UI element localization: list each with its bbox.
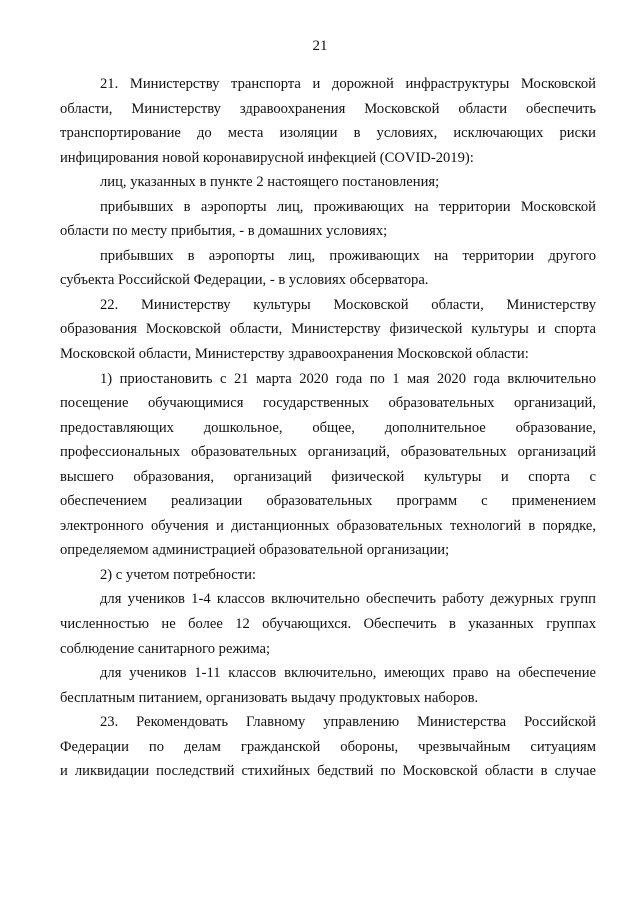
text-line: образования Московской области, Министерству физической культуры и спорта — [60, 321, 596, 338]
document-body — [60, 72, 596, 784]
text-line: Федерации по делам гражданской обороны, чрезвычайным ситуациям — [60, 738, 596, 755]
text-line: предоставляющих дошкольное, общее, дополнительное образование, — [60, 419, 596, 436]
text-line: инфицирования новой коронавирусной инфекцией (COVID-2019): — [60, 149, 474, 166]
text-line: 2) с учетом потребности: — [100, 566, 256, 583]
text-line: 22. Министерству культуры Московской области, Министерству — [100, 296, 596, 313]
text-line: 23. Рекомендовать Главному управлению Министерства Российской — [100, 714, 596, 731]
text-line: посещение обучающимися государственных образовательных организаций, — [60, 395, 596, 412]
text-line: обеспечением реализации образовательных программ с применением — [60, 493, 596, 510]
text-line: 1) приостановить с 21 марта 2020 года по 1 мая 2020 года включительно — [100, 370, 596, 387]
page-number: 21 — [312, 38, 328, 54]
text-line: для учеников 1-11 классов включительно, имеющих право на обеспечение — [100, 665, 596, 682]
text-line: лиц, указанных в пункте 2 настоящего постановления; — [100, 174, 440, 191]
text-line: определяемом администрацией образовательной организации; — [60, 542, 450, 559]
text-line: численностью не более 12 обучающихся. Обеспечить в указанных группах — [60, 616, 596, 633]
text-line: 21. Министерству транспорта и дорожной инфраструктуры Московской — [100, 76, 596, 92]
text-line: транспортирование до места изоляции в условиях, исключающих риски — [60, 125, 596, 142]
text-line: области по месту прибытия, - в домашних условиях; — [60, 223, 388, 240]
text-line: профессиональных образовательных организаций, образовательных организаций — [60, 444, 596, 461]
text-line: прибывших в аэропорты лиц, проживающих на территории другого — [100, 247, 596, 264]
text-line: прибывших в аэропорты лиц, проживающих на территории Московской — [100, 198, 596, 215]
text-line: Московской области, Министерству здравоохранения Московской области: — [60, 346, 529, 363]
text-line: субъекта Российской Федерации, - в условиях обсерватора. — [60, 272, 429, 289]
text-line: соблюдение санитарного режима; — [60, 640, 271, 657]
text-line: и ликвидации последствий стихийных бедствий по Московской области в случае — [60, 763, 596, 780]
text-line: бесплатным питанием, организовать выдачу продуктовых наборов. — [60, 689, 479, 706]
text-line: электронного обучения и дистанционных образовательных технологий в порядке, — [60, 517, 596, 534]
text-line: для учеников 1-4 классов включительно обеспечить работу дежурных групп — [100, 591, 596, 608]
text-line: области, Министерству здравоохранения Московской области обеспечить — [60, 100, 596, 117]
text-line: высшего образования, организаций физической культуры и спорта с — [60, 468, 596, 485]
